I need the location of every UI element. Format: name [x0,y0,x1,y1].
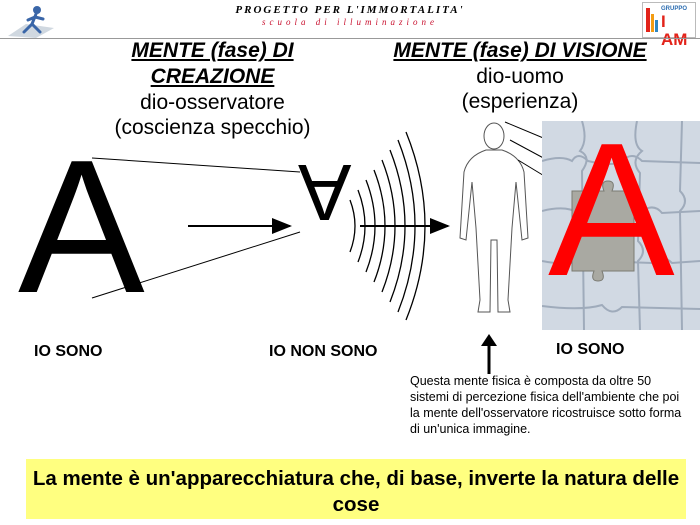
red-letter-a: A [548,121,675,316]
up-arrow-head [481,334,497,346]
perception-note: Questa mente fisica è composta da oltre 50 sistemi di percezione fisica dell'ambiente che poi la mente dell'osservatore ricostruisce sotto forma di un'unica immagine. [410,374,682,436]
label-io-sono-right: IO SONO [556,341,625,358]
creation-title-line1: MENTE (fase) DI [131,39,294,62]
human-figure [460,123,528,312]
header-subtitle: scuola di illuminazione [262,17,438,27]
puzzle-image [542,121,700,330]
label-io-non-sono: IO NON SONO [269,343,378,360]
vision-title: MENTE (fase) DI VISIONE [393,39,647,62]
vision-subtitle: dio-uomo [476,65,564,88]
vision-subtitle-2: (esperienza) [461,90,579,113]
projection-line-bottom [92,232,300,298]
creation-subtitle-2: (coscienza specchio) [114,116,311,139]
logo-iam-text: I AM [661,12,688,49]
logo-group-text: GRUPPO [661,6,688,12]
banner-text: La mente è un'apparecchiatura che, di base, inverte la natura delle cose [32,467,680,516]
projection-line-top [92,158,300,172]
label-io-sono-left: IO SONO [34,343,103,360]
creation-subtitle: dio-osservatore [140,91,285,114]
header-title: PROGETTO PER L'IMMORTALITA' [235,4,465,16]
big-letter-a: A [18,121,145,333]
inverted-letter-a: A [298,148,352,237]
creation-title-line2: CREAZIONE [150,65,275,88]
